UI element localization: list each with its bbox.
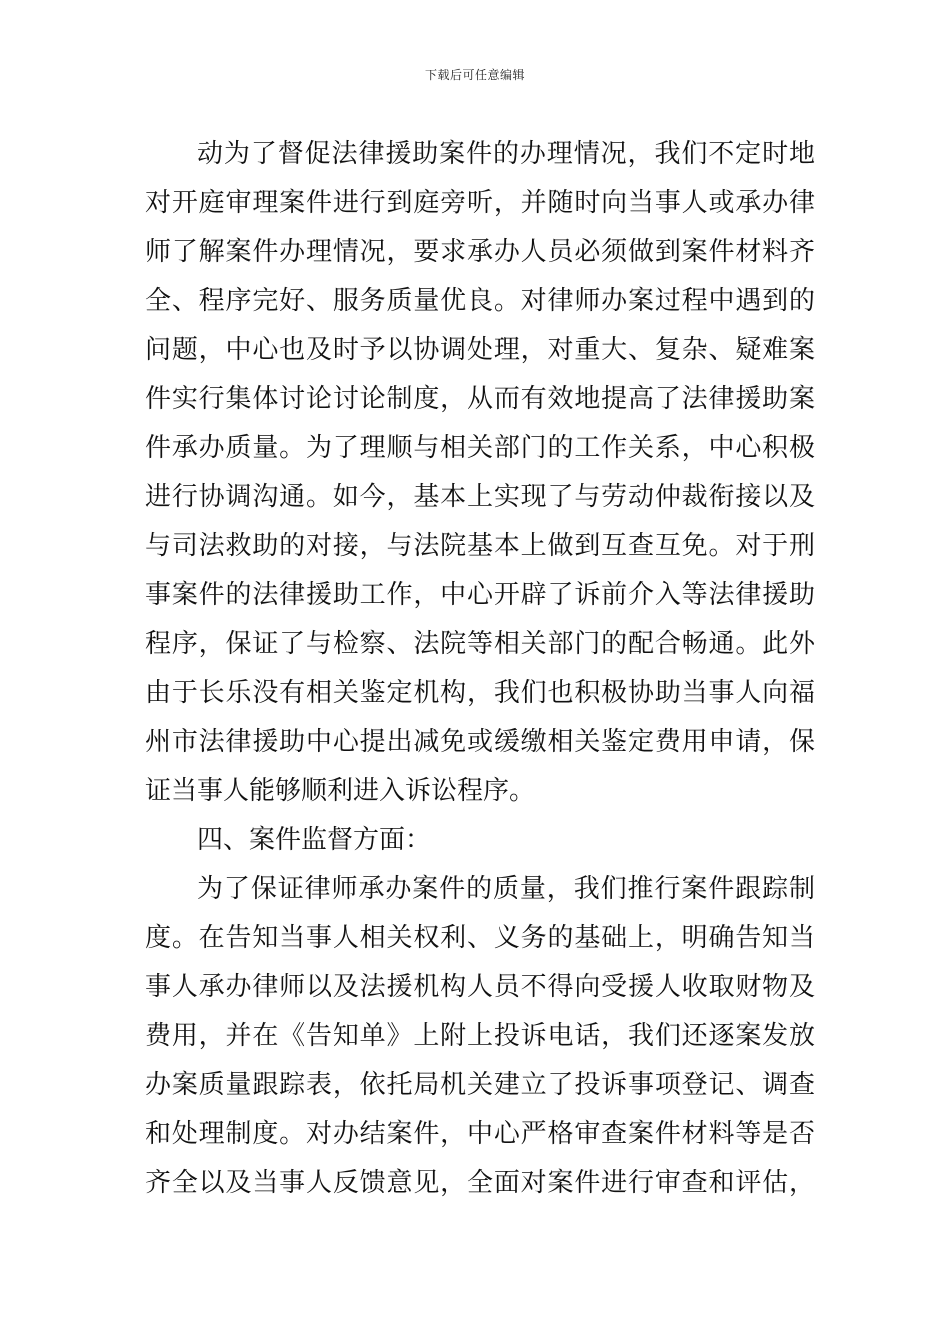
text-line: 费用，并在《告知单》上附上投诉电话，我们还逐案发放 [145,1021,815,1051]
text-line: 和处理制度。对办结案件，中心严格审查案件材料等是否 [145,1119,815,1149]
text-line: 办案质量跟踪表，依托局机关建立了投诉事项登记、调查 [145,1070,815,1100]
text-line: 动为了督促法律援助案件的办理情况，我们不定时地 [197,139,815,169]
text-line: 度。在告知当事人相关权利、义务的基础上，明确告知当 [145,923,815,953]
text-line: 由于长乐没有相关鉴定机构，我们也积极协助当事人向福 [145,678,815,708]
text-line: 件承办质量。为了理顺与相关部门的工作关系，中心积极 [145,433,815,463]
text-line: 与司法救助的对接，与法院基本上做到互查互免。对于刑 [145,531,815,561]
document-body [145,130,815,1208]
text-line: 州市法律援助中心提出减免或缓缴相关鉴定费用申请，保 [145,727,815,757]
text-line: 程序，保证了与检察、法院等相关部门的配合畅通。此外 [145,629,815,659]
text-line: 事案件的法律援助工作，中心开辟了诉前介入等法律援助 [145,580,815,610]
text-line: 事人承办律师以及法援机构人员不得向受援人收取财物及 [145,972,815,1002]
text-line: 证当事人能够顺利进入诉讼程序。 [145,776,536,806]
text-line: 件实行集体讨论讨论制度，从而有效地提高了法律援助案 [145,384,815,414]
text-line: 师了解案件办理情况，要求承办人员必须做到案件材料齐 [145,237,815,267]
text-line: 齐全以及当事人反馈意见，全面对案件进行审查和评估， [145,1168,815,1198]
text-line: 进行协调沟通。如今，基本上实现了与劳动仲裁衔接以及 [145,482,815,512]
section-heading: 四、案件监督方面： [197,825,432,855]
text-line: 为了保证律师承办案件的质量，我们推行案件跟踪制 [197,874,815,904]
page-header: 下载后可任意编辑 [424,68,525,82]
text-line: 对开庭审理案件进行到庭旁听，并随时向当事人或承办律 [145,188,815,218]
text-line: 问题，中心也及时予以协调处理，对重大、复杂、疑难案 [145,335,815,365]
text-line: 全、程序完好、服务质量优良。对律师办案过程中遇到的 [145,286,815,316]
